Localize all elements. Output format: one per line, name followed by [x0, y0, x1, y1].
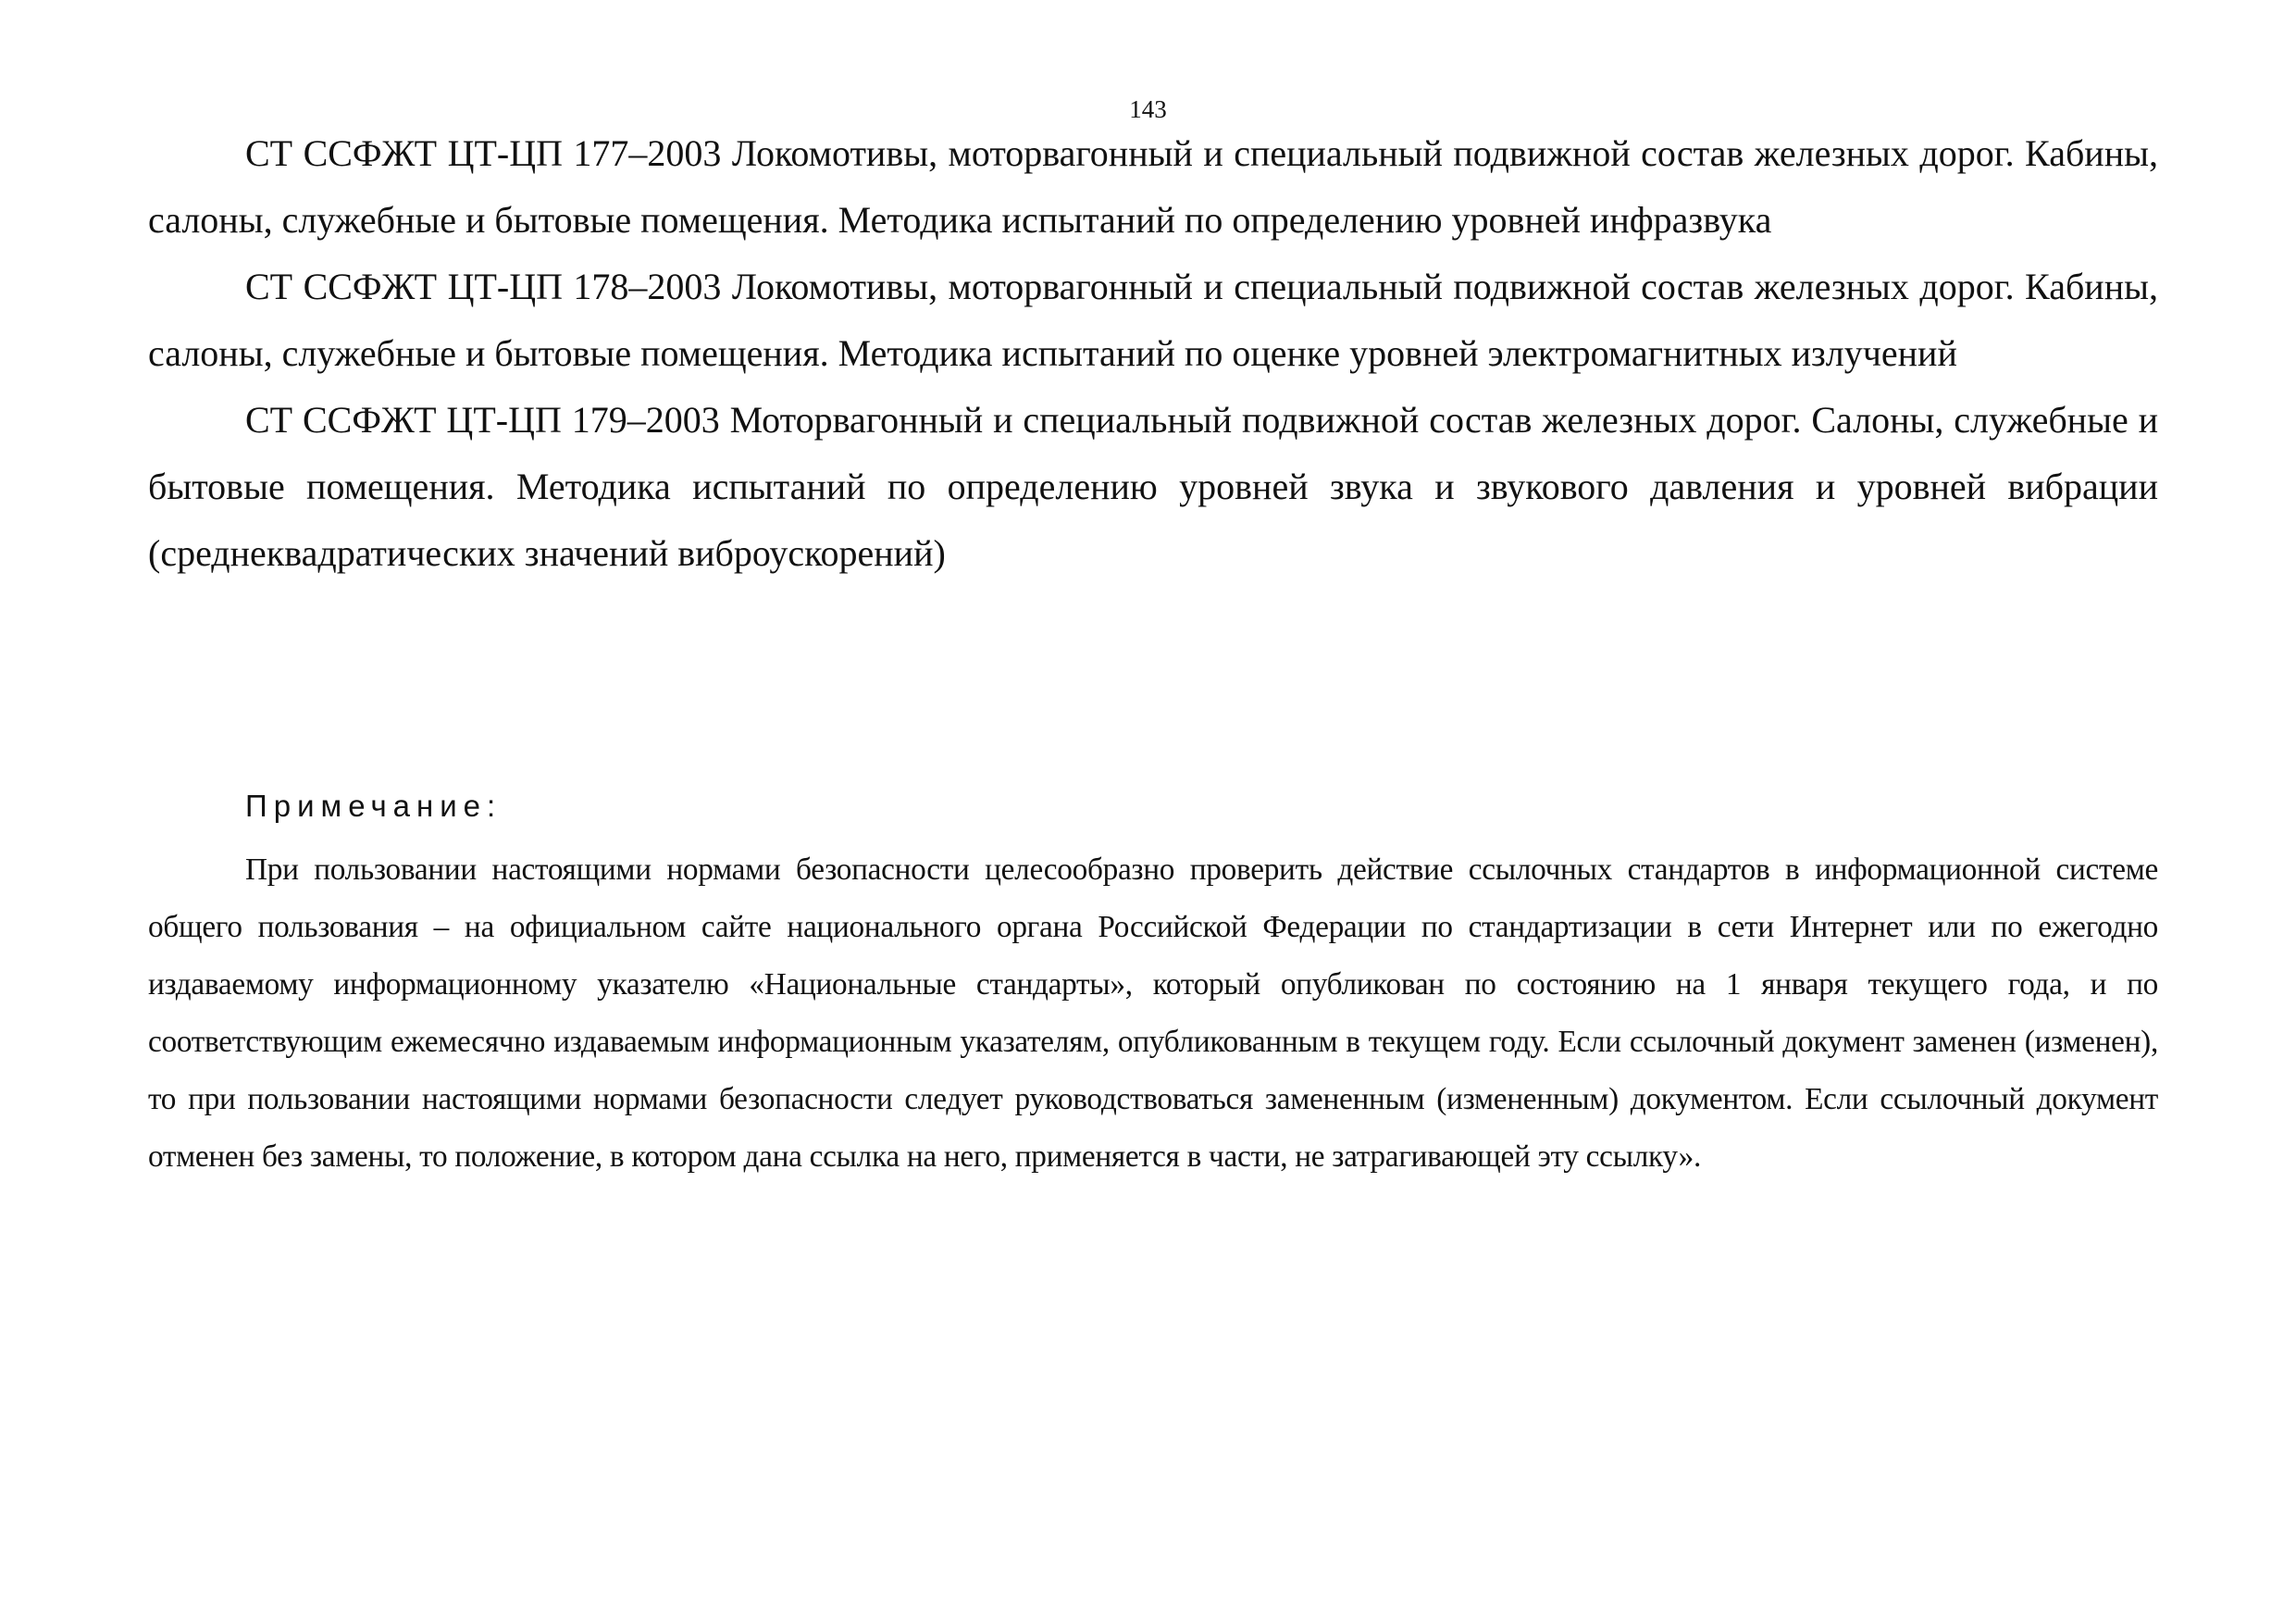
- reference-item: СТ ССФЖТ ЦТ-ЦП 178–2003 Локомотивы, моторвагонный и специальный подвижной состав железных дорог. Кабины, салоны, служебные и бытовые помещения. Методика испытаний по оценке уровней электромагнитных излучений: [148, 266, 2158, 374]
- page-number: 143: [1129, 95, 1167, 123]
- reference-item: СТ ССФЖТ ЦТ-ЦП 179–2003 Моторвагонный и специальный подвижной состав железных дорог. Салоны, служебные и бытовые помещения. Методика испытаний по определению уровней звука и звукового давления и уровней вибрации (среднеквадратических значений виброускорений): [148, 399, 2158, 574]
- note-title: Примечание:: [245, 789, 503, 823]
- reference-item: СТ ССФЖТ ЦТ-ЦП 177–2003 Локомотивы, моторвагонный и специальный подвижной состав железных дорог. Кабины, салоны, служебные и бытовые помещения. Методика испытаний по определению уровней инфразвука: [148, 132, 2158, 241]
- note-block: [148, 782, 2158, 1186]
- note-text: При пользовании настоящими нормами безопасности целесообразно проверить действие ссылочных стандартов в информационной системе общего пользования – на официальном сайте национального органа Российской Федерации по стандартизации в сети Интернет или по ежегодно издаваемому информационному указателю «Национальные стандарты», который опубликован по состоянию на 1 января текущего года, и по соответствующим ежемесячно издаваемым информационным указателям, опубликованным в текущем году. Если ссылочный документ заменен (изменен), то при пользовании настоящими нормами безопасности следует руководствоваться замененным (измененным) документом. Если ссылочный документ отменен без замены, то положение, в котором дана ссылка на него, применяется в части, не затрагивающей эту ссылку».: [148, 853, 2158, 1174]
- reference-list: [148, 120, 2158, 587]
